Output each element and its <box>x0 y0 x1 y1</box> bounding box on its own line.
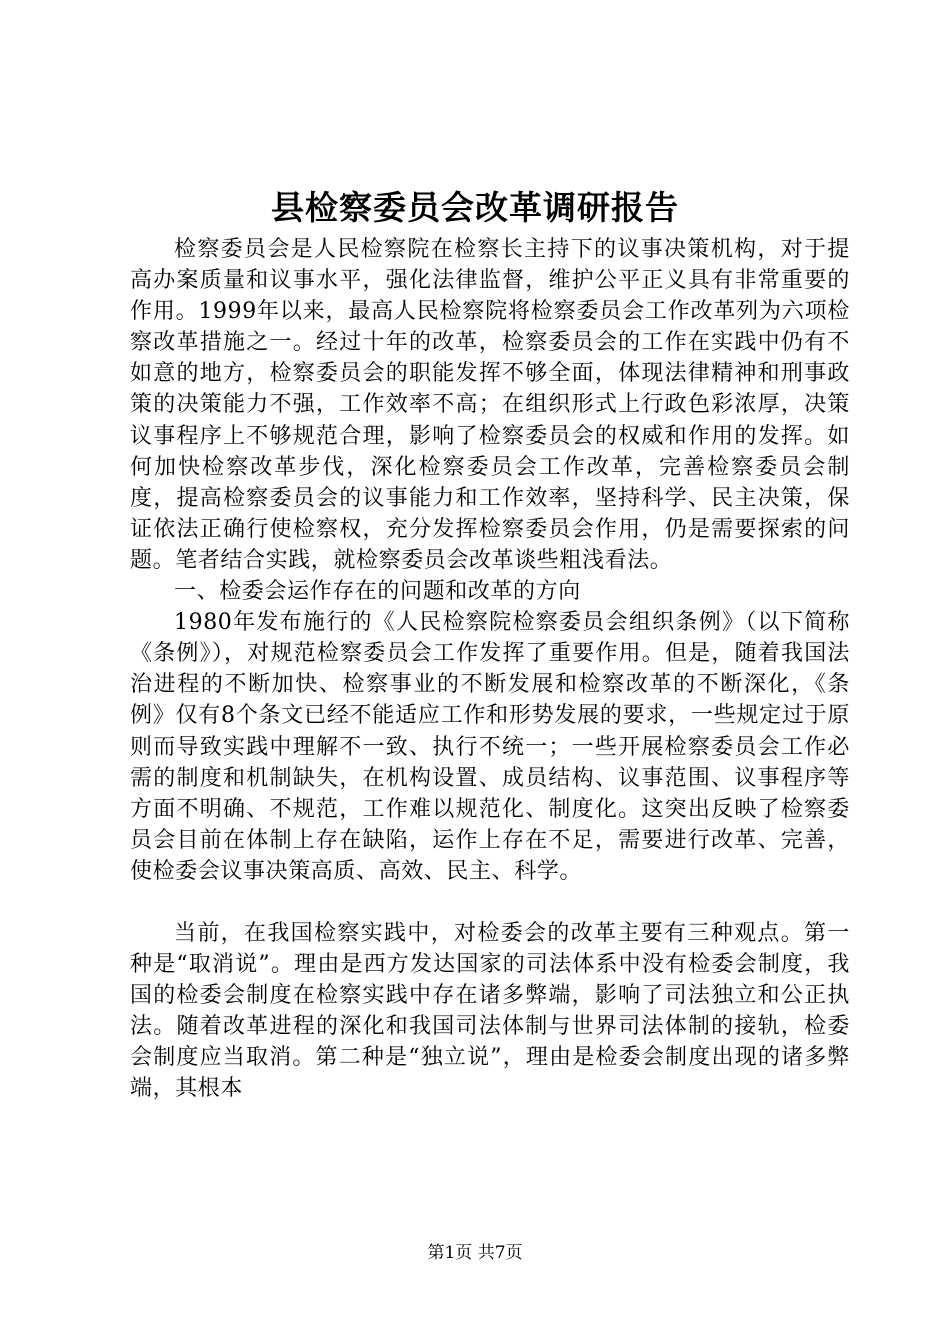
document-body <box>130 234 850 1105</box>
document-title: 县检察委员会改革调研报告 <box>271 188 679 227</box>
paragraph-viewpoints: 当前，在我国检察实践中，对检委会的改革主要有三种观点。第一种是“取消说”。理由是西方发达国家的司法体系中没有检委会制度，我国的检委会制度在检察实践中存在诸多弊端，影响了司法独立和公正执法。随着改革进程的深化和我国司法体制与世界司法体制的接轨，检委会制度应当取消。第二种是“独立说”，理由是检委会制度出现的诸多弊端，其根本 <box>130 920 850 1102</box>
page-number: 第1页 共7页 <box>427 1243 523 1263</box>
paragraph-intro: 检察委员会是人民检察院在检察长主持下的议事决策机构，对于提高办案质量和议事水平，强化法律监督，维护公平正义具有非常重要的作用。1999年以来，最高人民检察院将检察委员会工作改革列为六项检察改革措施之一。经过十年的改革，检察委员会的工作在实践中仍有不如意的地方，检察委员会的职能发挥不够全面，体现法律精神和刑事政策的决策能力不强，工作效率不高；在组织形式上行政色彩浓厚，决策议事程序上不够规范合理，影响了检察委员会的权威和作用的发挥。如何加快检察改革步伐，深化检察委员会工作改革，完善检察委员会制度，提高检察委员会的议事能力和工作效率，坚持科学、民主决策，保证依法正确行使检察权，充分发挥检察委员会作用，仍是需要探索的问题。笔者结合实践，就检察委员会改革谈些粗浅看法。 <box>130 237 850 573</box>
section-heading: 一、检委会运作存在的问题和改革的方向 <box>174 579 581 605</box>
paragraph-regulation: 1980年发布施行的《人民检察院检察委员会组织条例》（以下简称《条例》），对规范检察委员会工作发挥了重要作用。但是，随着我国法治进程的不断加快、检察事业的不断发展和检察改革的不断深化，《条例》仅有8个条文已经不能适应工作和形势发展的要求，一些规定过于原则而导致实践中理解不一致、执行不统一；一些开展检察委员会工作必需的制度和机制缺失，在机构设置、成员结构、议事范围、议事程序等方面不明确、不规范，工作难以规范化、制度化。这突出反映了检察委员会目前在体制上存在缺陷，运作上存在不足，需要进行改革、完善，使检委会议事决策高质、高效、民主、科学。 <box>130 610 850 884</box>
